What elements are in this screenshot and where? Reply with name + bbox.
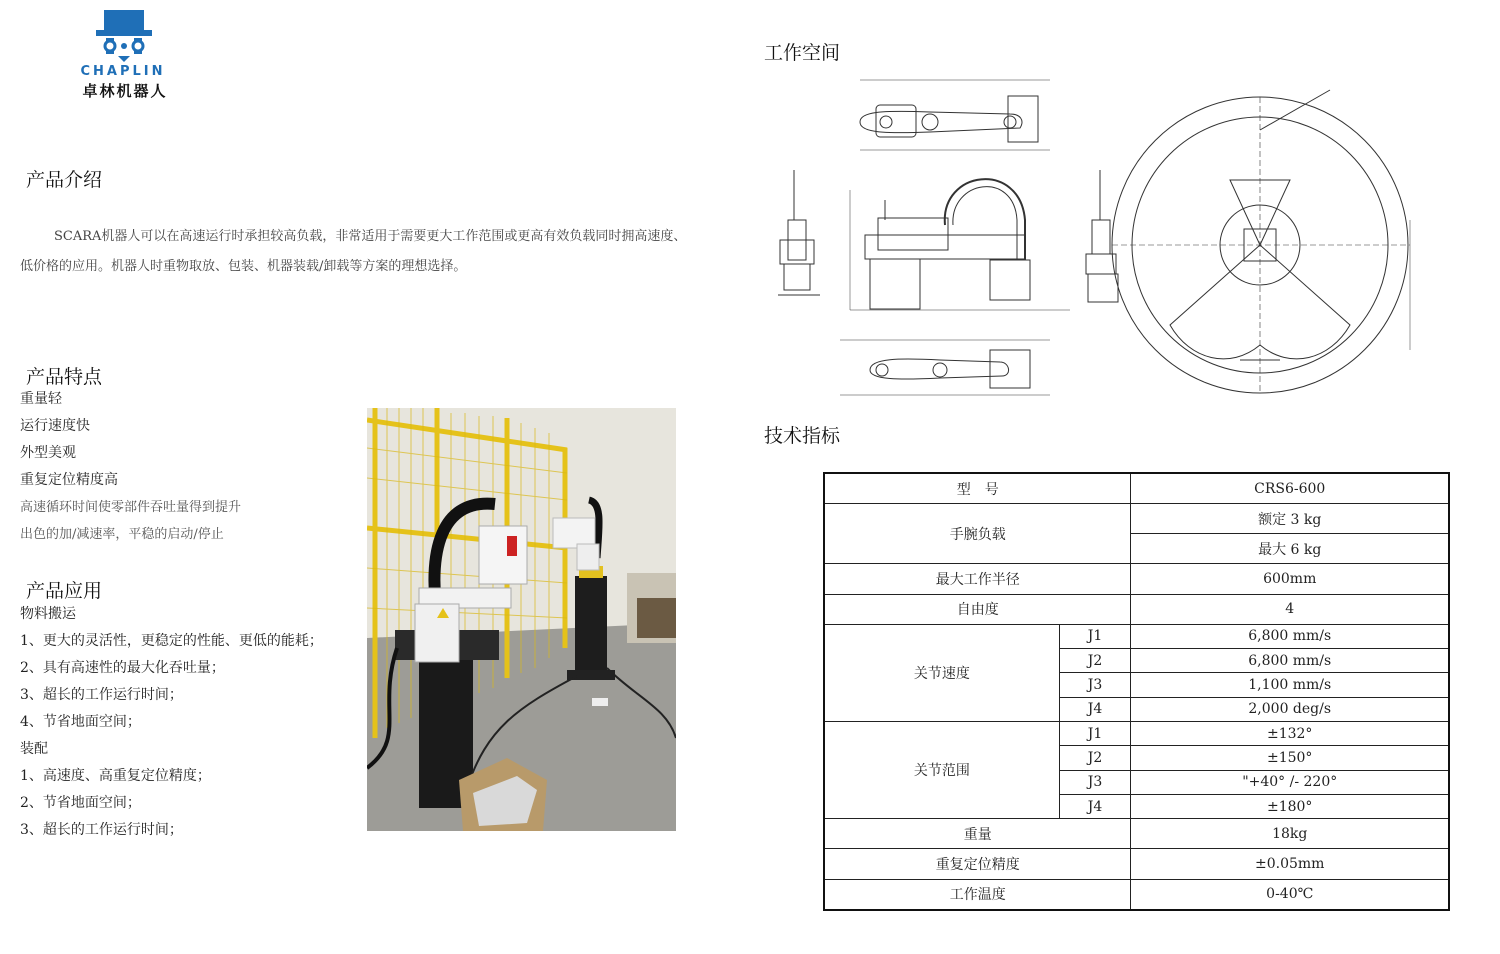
workspace-drawing [770, 70, 1490, 410]
right-side-view [1086, 170, 1118, 302]
intro-line-2: 低价格的应用。机器人时重物取放、包装、机器装载/卸载等方案的理想选择。 [20, 259, 467, 274]
applications-list [20, 601, 323, 844]
product-photo [367, 408, 676, 831]
feature-item: 重复定位精度高 [20, 472, 118, 488]
left-side-view [778, 170, 820, 295]
bottom-view-drawing [840, 340, 1050, 395]
table-row [824, 624, 1449, 648]
spec-value: ±180° [1131, 795, 1449, 819]
joint-label: J1 [1059, 721, 1131, 745]
table-row [824, 721, 1449, 745]
features-heading: 产品特点 [26, 366, 103, 388]
spec-value: 4 [1131, 594, 1449, 624]
spec-value: CRS6-600 [1131, 473, 1449, 504]
table-row [824, 504, 1449, 534]
application-item: 1、高速度、高重复定位精度； [20, 768, 211, 784]
logo-brand: CHAPLIN [80, 64, 166, 79]
intro-heading: 产品介绍 [26, 169, 103, 191]
feature-note: 出色的加/减速率，平稳的启动/停止 [20, 527, 224, 542]
application-item: 4、节省地面空间； [20, 714, 141, 730]
joint-label: J4 [1059, 697, 1131, 721]
spec-label: 关节速度 [824, 624, 1059, 721]
workspace-heading: 工作空间 [764, 42, 841, 64]
joint-label: J2 [1059, 746, 1131, 770]
joint-label: J1 [1059, 624, 1131, 648]
spec-label: 重量 [824, 819, 1131, 849]
feature-note: 高速循环时间使零部件吞吐量得到提升 [20, 500, 242, 515]
application-item: 3、超长的工作运行时间； [20, 687, 183, 703]
specs-heading: 技术指标 [764, 425, 841, 447]
intro-text [20, 222, 720, 282]
joint-label: J3 [1059, 770, 1131, 794]
applications-heading: 产品应用 [26, 580, 103, 602]
spec-label: 最大工作半径 [824, 564, 1131, 594]
table-row [824, 594, 1449, 624]
feature-item: 外型美观 [20, 445, 76, 461]
spec-value: 600mm [1131, 564, 1449, 594]
intro-line-1: SCARA机器人可以在高速运行时承担较高负载，非常适用于需要更大工作范围或更高有效负载同时拥高速度、 [54, 229, 687, 244]
spec-value: 6,800 mm/s [1131, 648, 1449, 672]
joint-label: J2 [1059, 648, 1131, 672]
joint-label: J3 [1059, 673, 1131, 697]
spec-label: 关节范围 [824, 721, 1059, 818]
application-item: 装配 [20, 741, 48, 757]
spec-label: 工作温度 [824, 879, 1131, 910]
spec-value: 18kg [1131, 819, 1449, 849]
spec-value: 0-40℃ [1131, 879, 1449, 910]
spec-value: ±132° [1131, 721, 1449, 745]
features-list [20, 386, 241, 548]
table-row [824, 819, 1449, 849]
application-item: 1、更大的灵活性，更稳定的性能、更低的能耗； [20, 633, 323, 649]
feature-item: 运行速度快 [20, 418, 90, 434]
front-view-drawing [850, 179, 1070, 310]
robot-logo-icon [60, 6, 190, 68]
spec-value: ±150° [1131, 746, 1449, 770]
logo-chinese-name: 卓林机器人 [82, 82, 168, 100]
spec-value: 额定 3 kg [1131, 504, 1449, 534]
application-item: 3、超长的工作运行时间； [20, 822, 183, 838]
joint-label: J4 [1059, 795, 1131, 819]
table-row [824, 879, 1449, 910]
top-view-drawing [860, 80, 1050, 150]
spec-label: 重复定位精度 [824, 849, 1131, 879]
spec-value: ±0.05mm [1131, 849, 1449, 879]
feature-item: 重量轻 [20, 391, 62, 407]
specs-table [823, 472, 1450, 911]
spec-label: 型 号 [824, 473, 1131, 504]
spec-value: 2,000 deg/s [1131, 697, 1449, 721]
spec-value: "+40° /- 220° [1131, 770, 1449, 794]
table-row [824, 564, 1449, 594]
spec-label: 自由度 [824, 594, 1131, 624]
spec-label: 手腕负载 [824, 504, 1131, 564]
table-row [824, 849, 1449, 879]
application-item: 2、具有高速性的最大化吞吐量； [20, 660, 225, 676]
spec-value: 最大 6 kg [1131, 534, 1449, 564]
spec-value: 6,800 mm/s [1131, 624, 1449, 648]
table-row [824, 473, 1449, 504]
application-item: 物料搬运 [20, 606, 76, 622]
application-item: 2、节省地面空间； [20, 795, 141, 811]
spec-value: 1,100 mm/s [1131, 673, 1449, 697]
workspace-envelope-drawing [1112, 90, 1410, 393]
